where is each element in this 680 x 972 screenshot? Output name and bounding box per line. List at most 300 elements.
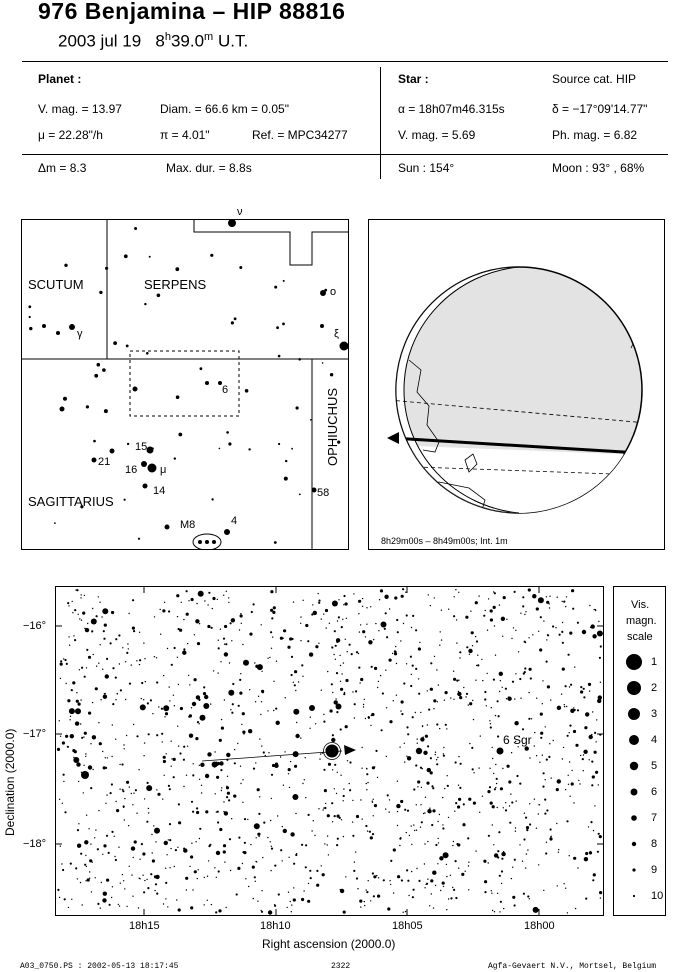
field-star — [397, 875, 400, 878]
field-star — [523, 893, 525, 895]
field-star — [356, 877, 358, 879]
field-star — [479, 812, 480, 813]
field-star — [390, 884, 391, 885]
field-star — [406, 756, 407, 757]
field-star — [575, 744, 578, 747]
field-star — [583, 770, 584, 771]
field-star-bright — [309, 705, 315, 711]
field-star — [356, 815, 359, 818]
field-star — [493, 679, 495, 681]
field-star — [573, 802, 574, 803]
field-star — [497, 893, 498, 894]
field-star — [515, 827, 516, 828]
field-star — [580, 755, 581, 756]
field-star — [593, 830, 594, 831]
field-star — [343, 911, 346, 914]
field-star — [85, 855, 86, 856]
field-star — [442, 824, 443, 825]
field-star — [349, 789, 351, 791]
field-star — [395, 651, 397, 653]
field-star — [566, 706, 567, 707]
field-star — [561, 631, 563, 633]
field-star — [382, 692, 384, 694]
field-star — [255, 881, 256, 882]
field-star — [408, 895, 409, 896]
field-star — [523, 838, 525, 840]
field-star — [482, 796, 483, 797]
field-star — [309, 870, 311, 872]
field-star — [597, 851, 599, 853]
field-star — [156, 657, 157, 658]
field-star — [305, 624, 308, 627]
field-star — [163, 705, 169, 711]
field-star — [217, 599, 218, 600]
field-star — [570, 684, 572, 686]
star-label-16: 16 — [125, 464, 138, 476]
field-star — [320, 753, 321, 754]
field-star — [528, 588, 531, 591]
field-star — [367, 830, 368, 831]
finder-star — [29, 316, 31, 318]
finder-star — [138, 538, 140, 540]
field-star — [522, 728, 524, 730]
finder-star — [283, 280, 285, 282]
field-star — [364, 699, 365, 700]
star-label-omicron: ο — [330, 286, 337, 298]
field-star — [60, 663, 63, 666]
field-star — [133, 793, 134, 794]
field-star — [556, 788, 559, 791]
field-star — [558, 852, 559, 853]
field-star — [143, 755, 144, 756]
ra-tick-1800: 18h00 — [524, 920, 555, 932]
field-star — [295, 813, 296, 814]
field-star — [255, 861, 256, 862]
field-star — [156, 893, 158, 895]
field-star — [443, 753, 444, 754]
field-star — [132, 599, 134, 601]
field-star — [116, 809, 119, 812]
field-star — [295, 734, 299, 738]
field-star — [594, 805, 595, 806]
mag-dot — [632, 842, 636, 846]
field-star — [199, 765, 200, 766]
field-star — [310, 877, 312, 879]
finder-star — [226, 431, 229, 434]
field-star — [345, 725, 348, 728]
field-star — [150, 699, 152, 701]
planet-diam: Diam. = 66.6 km = 0.05" — [160, 102, 289, 116]
field-star — [425, 735, 428, 738]
field-star — [125, 661, 126, 662]
field-star — [231, 618, 235, 622]
field-star — [569, 796, 570, 797]
field-star — [404, 761, 405, 762]
field-star — [90, 843, 91, 844]
field-star — [341, 819, 342, 820]
field-star — [250, 844, 251, 845]
finder-star — [97, 363, 101, 367]
field-star — [103, 638, 105, 640]
field-star — [385, 612, 387, 614]
field-star — [525, 867, 526, 868]
field-star-bright — [416, 748, 422, 754]
field-star — [140, 704, 146, 710]
field-star — [366, 891, 368, 893]
star-label-58: 58 — [317, 487, 330, 499]
field-star — [424, 863, 425, 864]
field-star — [427, 745, 429, 747]
header-divider — [380, 67, 381, 179]
field-star — [312, 604, 313, 605]
field-star — [78, 781, 79, 782]
field-star — [480, 735, 481, 736]
field-star — [431, 785, 433, 787]
field-star — [373, 875, 376, 878]
field-star — [203, 703, 209, 709]
field-star — [239, 629, 240, 630]
field-star — [84, 628, 85, 629]
field-star — [167, 906, 168, 907]
field-star — [323, 714, 324, 715]
field-star — [374, 766, 375, 767]
field-star — [343, 693, 345, 695]
finder-star — [228, 220, 236, 227]
field-star — [64, 811, 66, 813]
field-star — [72, 601, 73, 602]
field-star — [118, 634, 120, 636]
field-star — [421, 787, 422, 788]
field-star — [162, 798, 163, 799]
field-star — [534, 732, 535, 733]
field-star — [141, 843, 143, 845]
field-star — [545, 779, 546, 780]
field-star — [128, 613, 129, 614]
field-star — [209, 844, 211, 846]
field-star — [91, 891, 92, 892]
field-star — [594, 609, 595, 610]
field-star — [227, 776, 228, 777]
field-star — [152, 859, 155, 862]
field-star — [487, 790, 490, 793]
field-star — [227, 792, 230, 795]
field-star — [583, 688, 585, 690]
field-star — [499, 691, 500, 692]
star-label-14: 14 — [153, 485, 166, 497]
field-star — [454, 596, 455, 597]
field-star — [273, 681, 274, 682]
field-star — [183, 648, 185, 650]
field-star — [473, 802, 476, 805]
field-star — [509, 822, 511, 824]
finder-star — [133, 387, 138, 392]
field-star — [173, 776, 175, 778]
field-star — [571, 770, 572, 771]
field-star — [136, 735, 138, 737]
field-star — [476, 665, 477, 666]
field-star — [455, 802, 457, 804]
field-star — [328, 854, 329, 855]
field-star — [195, 619, 199, 623]
field-star — [401, 879, 403, 881]
field-star — [558, 849, 559, 850]
field-star — [90, 787, 92, 789]
field-star — [503, 596, 506, 599]
field-star — [524, 614, 525, 615]
footer-credit: Agfa-Gevaert N.V., Mortsel, Belgium — [488, 962, 657, 971]
field-star — [293, 863, 295, 865]
field-star — [219, 739, 222, 742]
field-star — [111, 611, 114, 614]
field-star — [329, 623, 330, 624]
field-star — [468, 862, 469, 863]
field-star — [141, 682, 143, 684]
field-star — [420, 712, 421, 713]
field-star — [219, 828, 222, 831]
field-star — [217, 765, 218, 766]
field-star — [164, 602, 165, 603]
field-star — [440, 890, 441, 891]
field-star — [223, 801, 224, 802]
field-star — [293, 887, 294, 888]
field-star — [416, 868, 417, 869]
field-star — [407, 756, 411, 760]
field-star — [212, 608, 213, 609]
field-star — [160, 634, 161, 635]
field-star — [489, 768, 490, 769]
field-star — [492, 805, 495, 808]
field-star — [327, 814, 330, 817]
field-star — [519, 783, 521, 785]
field-star — [415, 764, 417, 766]
field-star — [492, 747, 493, 748]
field-star — [446, 909, 447, 910]
field-star — [532, 594, 536, 598]
delta-mag: Δm = 8.3 — [38, 161, 87, 175]
field-star — [373, 639, 374, 640]
finder-star — [157, 294, 161, 298]
finder-chart — [21, 206, 349, 550]
field-star — [393, 848, 396, 851]
field-star — [162, 741, 163, 742]
finder-star — [298, 358, 301, 361]
field-star — [500, 901, 502, 903]
field-star — [465, 616, 468, 619]
field-star — [369, 831, 371, 833]
field-star — [418, 678, 419, 679]
field-star — [171, 741, 172, 742]
field-star — [77, 878, 78, 879]
field-star — [256, 837, 257, 838]
field-star — [562, 758, 563, 759]
field-star — [370, 836, 373, 839]
field-star — [491, 890, 492, 891]
field-star — [158, 706, 159, 707]
field-star — [435, 752, 436, 753]
field-star — [171, 766, 172, 767]
field-star — [457, 692, 461, 696]
field-star — [328, 763, 331, 766]
field-star — [234, 762, 236, 764]
field-star — [340, 889, 341, 890]
field-star — [548, 756, 550, 758]
field-star — [151, 834, 152, 835]
finder-star — [29, 327, 32, 330]
field-star — [406, 726, 408, 728]
field-star — [131, 846, 135, 850]
field-star — [236, 893, 238, 895]
x-axis-label: Right ascension (2000.0) — [262, 937, 396, 951]
field-star — [460, 763, 462, 765]
ra-tick-1810: 18h10 — [260, 920, 291, 932]
field-star — [337, 772, 338, 773]
field-star — [282, 860, 283, 861]
field-star — [509, 805, 510, 806]
field-star — [343, 788, 344, 789]
field-star — [531, 718, 532, 719]
field-star — [492, 758, 493, 759]
field-star — [251, 611, 253, 613]
field-star — [392, 653, 393, 654]
field-star — [71, 899, 72, 900]
field-star — [442, 882, 445, 885]
field-star — [101, 882, 102, 883]
field-star — [338, 599, 339, 600]
field-star — [591, 784, 593, 786]
field-star — [210, 703, 211, 704]
field-star — [424, 843, 425, 844]
field-star — [330, 709, 333, 712]
field-star — [584, 857, 588, 861]
field-star — [275, 763, 278, 766]
field-star — [261, 624, 262, 625]
field-star — [433, 708, 434, 709]
field-star — [99, 742, 102, 745]
finder-star — [322, 362, 324, 364]
finder-star — [234, 317, 237, 320]
finder-star — [141, 461, 147, 467]
field-star — [128, 648, 129, 649]
field-star — [165, 868, 166, 869]
field-star — [543, 620, 544, 621]
field-star — [574, 709, 576, 711]
finder-star — [282, 323, 285, 326]
field-star — [231, 712, 233, 714]
field-star — [199, 779, 200, 780]
field-star — [144, 798, 145, 799]
field-star — [468, 798, 471, 801]
field-star-bright — [81, 771, 89, 779]
field-star — [368, 880, 369, 881]
field-star — [336, 672, 338, 674]
field-star — [323, 613, 324, 614]
field-star — [483, 860, 486, 863]
field-star — [455, 589, 456, 590]
field-star — [84, 840, 88, 844]
field-star — [102, 898, 106, 902]
field-star — [499, 672, 503, 676]
field-star — [496, 783, 497, 784]
field-star — [117, 693, 118, 694]
field-star — [346, 618, 347, 619]
field-star — [534, 799, 535, 800]
field-star — [85, 880, 86, 881]
field-star — [303, 890, 304, 891]
field-star — [194, 870, 197, 873]
field-star — [188, 675, 189, 676]
field-star — [112, 667, 114, 669]
field-star — [438, 838, 439, 839]
field-star — [269, 657, 270, 658]
field-star — [407, 733, 409, 735]
field-star — [302, 783, 303, 784]
field-star — [78, 846, 79, 847]
field-star — [577, 622, 579, 624]
field-star — [465, 696, 466, 697]
field-star — [598, 784, 599, 785]
field-star — [115, 677, 117, 679]
field-star — [261, 745, 262, 746]
field-star — [505, 802, 506, 803]
field-star — [435, 754, 436, 755]
field-star — [272, 764, 275, 767]
field-star — [196, 603, 197, 604]
field-star — [267, 658, 268, 659]
field-star — [254, 823, 260, 829]
field-star — [224, 861, 225, 862]
field-star — [87, 878, 90, 881]
field-star — [259, 738, 260, 739]
field-star — [214, 867, 215, 868]
field-star — [371, 666, 373, 668]
field-star — [92, 862, 93, 863]
field-star — [527, 849, 528, 850]
field-star — [291, 904, 292, 905]
field-star — [92, 769, 93, 770]
field-star — [508, 697, 509, 698]
finder-star — [210, 254, 213, 257]
field-star — [115, 739, 116, 740]
field-star — [340, 775, 341, 776]
field-star — [524, 813, 525, 814]
field-star — [271, 846, 272, 847]
finder-star — [113, 341, 117, 345]
star-vmag: V. mag. = 5.69 — [398, 128, 476, 142]
field-star — [63, 781, 64, 782]
field-star — [224, 644, 225, 645]
field-star — [585, 712, 589, 716]
field-star — [105, 757, 106, 758]
field-star — [268, 910, 272, 914]
field-star — [143, 642, 144, 643]
field-star — [358, 600, 361, 603]
field-star — [441, 610, 442, 611]
field-star — [377, 777, 378, 778]
field-star — [377, 895, 380, 898]
planet-parallax: π = 4.01" — [160, 128, 210, 142]
field-star — [308, 814, 310, 816]
field-star — [436, 669, 437, 670]
footer-file: A03_0750.PS : 2002-05-13 18:17:45 — [20, 962, 179, 971]
field-star — [497, 850, 499, 852]
field-star — [283, 629, 286, 632]
field-star — [417, 738, 418, 739]
field-star — [105, 693, 106, 694]
field-star — [345, 679, 348, 682]
field-star — [427, 724, 428, 725]
field-star — [124, 888, 125, 889]
field-star — [571, 589, 574, 592]
